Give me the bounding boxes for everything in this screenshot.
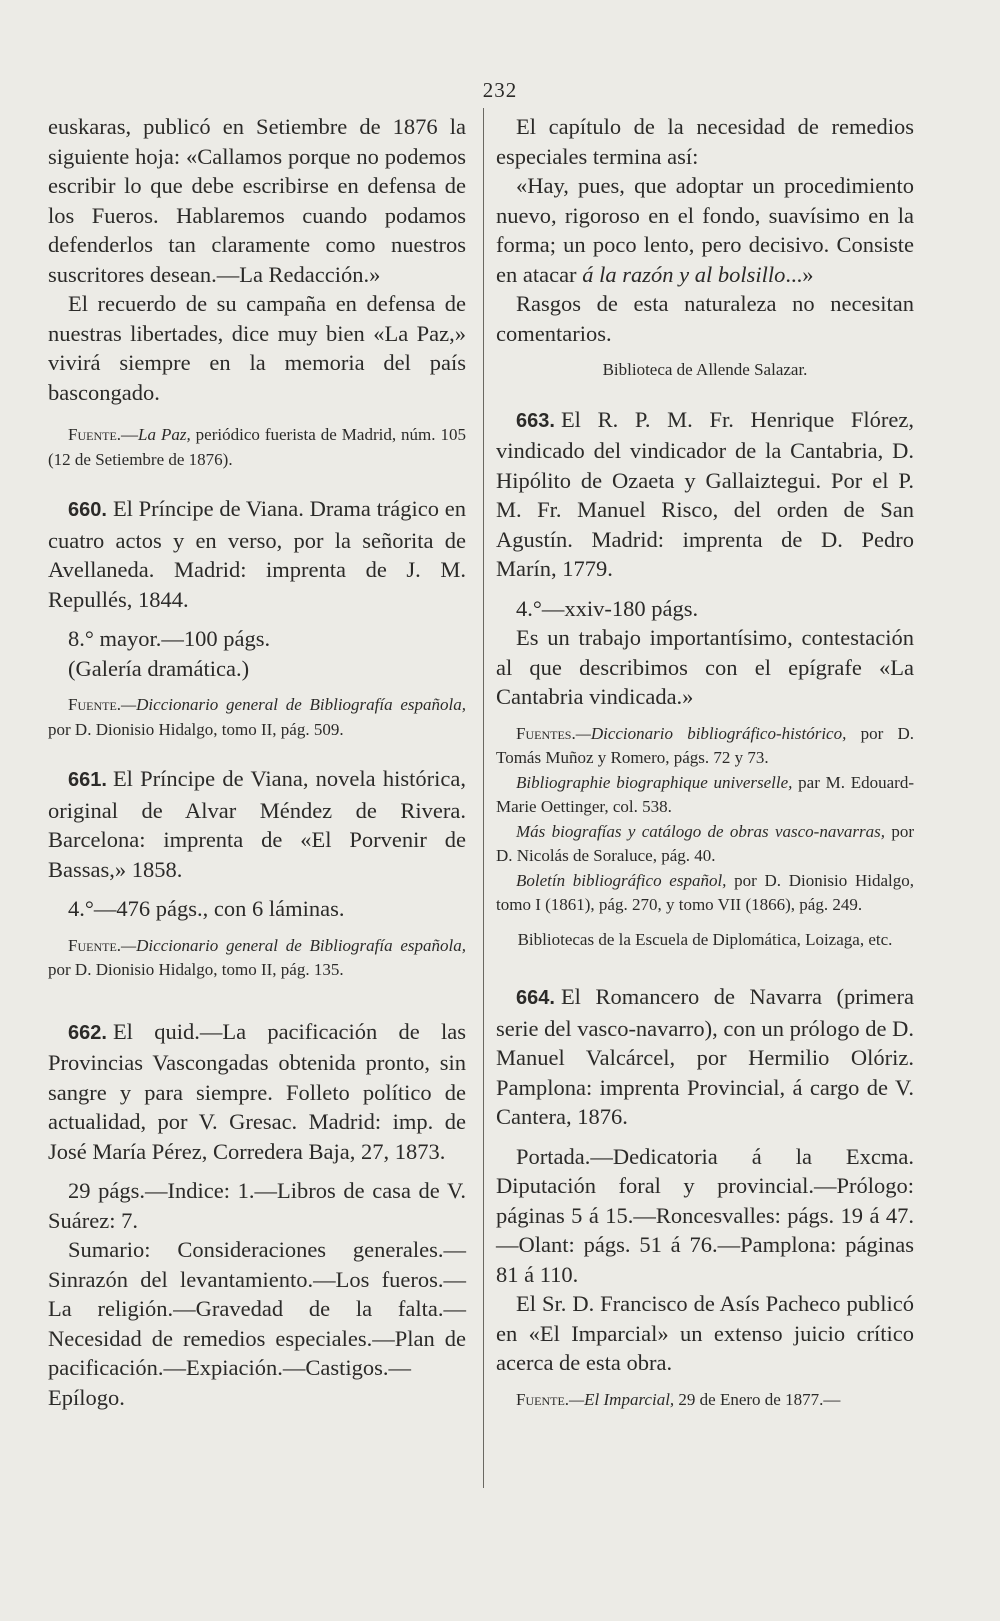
source-note: Fuentes.—Diccionario bibliográfico-histórico, por D. Tomás Muñoz y Romero, págs. 72 y 73.: [496, 723, 914, 767]
entry-number: 660.: [68, 499, 107, 521]
source-note: Bibliographie biographique universelle, par M. Edouard-Marie Oettinger, col. 538.: [496, 772, 914, 816]
entry-detail: Sumario: Consideraciones generales.—Sinrazón del levantamiento.—Los fueros.—La religión.—Gravedad de la falta.—Necesidad de remedios especiales.—Plan de pacificación.—Expiación.—Castigos.—Epílogo.: [48, 1237, 466, 1410]
entry-660: [48, 494, 466, 742]
source-note: Fuente.—Diccionario general de Bibliografía española, por D. Dionisio Hidalgo, tomo II, pág. 135.: [48, 935, 466, 979]
source-note: Más biografías y catálogo de obras vasco-navarras, por D. Nicolás de Soraluce, pág. 40.: [496, 821, 914, 865]
column-divider: [483, 108, 484, 1488]
entry-number: 663.: [516, 409, 555, 432]
source-note: Boletín bibliográfico español, por D. Dionisio Hidalgo, tomo I (1861), pág. 270, y tomo VII (1866), pág. 249.: [496, 870, 914, 914]
entry-663: [496, 405, 914, 953]
entry-number: 662.: [68, 1021, 107, 1044]
paragraph: El capítulo de la necesidad de remedios especiales termina así:: [496, 114, 914, 169]
entry-number: 664.: [516, 987, 555, 1009]
source-note: Fuente.—Diccionario general de Bibliografía española, por D. Dionisio Hidalgo, tomo II, pág. 509.: [48, 695, 466, 739]
entry-title: 660. El Príncipe de Viana. Drama trágico en cuatro actos y en verso, por la señorita de Avellaneda. Madrid: imprenta de J. M. Repullés, 1844.: [48, 496, 466, 612]
source-note: Fuente.—El Imparcial, 29 de Enero de 1877.—: [516, 1389, 841, 1409]
page-number: 232: [482, 78, 518, 102]
paragraph: El recuerdo de su campaña en defensa de nuestras libertades, dice muy bien «La Paz,» vivirá siempre en la memoria del país bascongado.: [48, 291, 466, 405]
entry-detail: El Sr. D. Francisco de Asís Pacheco publicó en «El Imparcial» un extenso juicio crítico acerca de esta obra.: [496, 1291, 914, 1375]
entry-detail: Es un trabajo importantísimo, contestación al que describimos con el epígrafe «La Cantabria vindicada.»: [496, 625, 914, 709]
entry-title: 664. El Romancero de Navarra (primera serie del vasco-navarro), con un prólogo de D. Manuel Valcárcel, por Hermilio Olóriz. Pamplona: imprenta Provincial, á cargo de V. Cantera, 1876.: [496, 984, 914, 1129]
library-note: Bibliotecas de la Escuela de Diplomática, Loizaga, etc.: [517, 929, 893, 949]
entry-detail: Portada.—Dedicatoria á la Excma. Diputación foral y provincial.—Prólogo: páginas 5 á 15.—Roncesvalles: págs. 19 á 47.—Olant: págs. 51 á 76.—Pamplona: páginas 81 á 110.: [496, 1143, 914, 1287]
quotation: «Hay, pues, que adoptar un procedimiento nuevo, rigoroso en el fondo, suavísimo en la forma; un poco lento, pero decisivo. Consiste en atacar á la razón y al bolsillo...»: [496, 173, 914, 287]
left-column: [48, 112, 466, 1412]
entry-detail: 4.°—476 págs., con 6 láminas.: [68, 896, 345, 921]
entry-number: 661.: [68, 769, 107, 791]
library-note: Biblioteca de Allende Salazar.: [602, 360, 808, 379]
entry-detail: 4.°—xxiv-180 págs.: [516, 595, 699, 621]
entry-detail: 8.° mayor.—100 págs.: [68, 626, 271, 651]
right-column: [496, 112, 914, 1412]
entry-detail: 29 págs.—Indice: 1.—Libros de casa de V. Suárez: 7.: [48, 1178, 466, 1233]
entry-664: [496, 982, 914, 1412]
entry-662: [48, 1017, 466, 1413]
entry-661: [48, 764, 466, 983]
entry-title: 663. El R. P. M. Fr. Henrique Flórez, vindicado del vindicador de la Cantabria, D. Hipólito de Ozaeta y Gallaiztegui. Por el P. M. Fr. Manuel Risco, del orden de San Agustín. Madrid: imprenta de D. Pedro Marín, 1779.: [496, 406, 914, 581]
entry-title: 661. El Príncipe de Viana, novela histórica, original de Alvar Méndez de Rivera. Barcelona: imprenta de «El Porvenir de Bassas,» 1858.: [48, 766, 466, 882]
paragraph: euskaras, publicó en Setiembre de 1876 la siguiente hoja: «Callamos porque no podemos escribir lo que debe escribirse en defensa de los Fueros. Hablaremos cuando podamos defenderlos tan claramente como nuestros suscritores desean.—La Redacción.»: [48, 114, 466, 287]
entry-detail: (Galería dramática.): [68, 655, 250, 681]
paragraph: Rasgos de esta naturaleza no necesitan comentarios.: [496, 291, 914, 346]
source-note: Fuente.—La Paz, periódico fuerista de Madrid, núm. 105 (12 de Setiembre de 1876).: [48, 425, 466, 469]
entry-title: 662. El quid.—La pacificación de las Provincias Vascongadas obtenida pronto, sin sangre y para siempre. Folleto político de actualidad, por V. Gresac. Madrid: imp. de José María Pérez, Corredera Baja, 27, 1873.: [48, 1018, 466, 1164]
